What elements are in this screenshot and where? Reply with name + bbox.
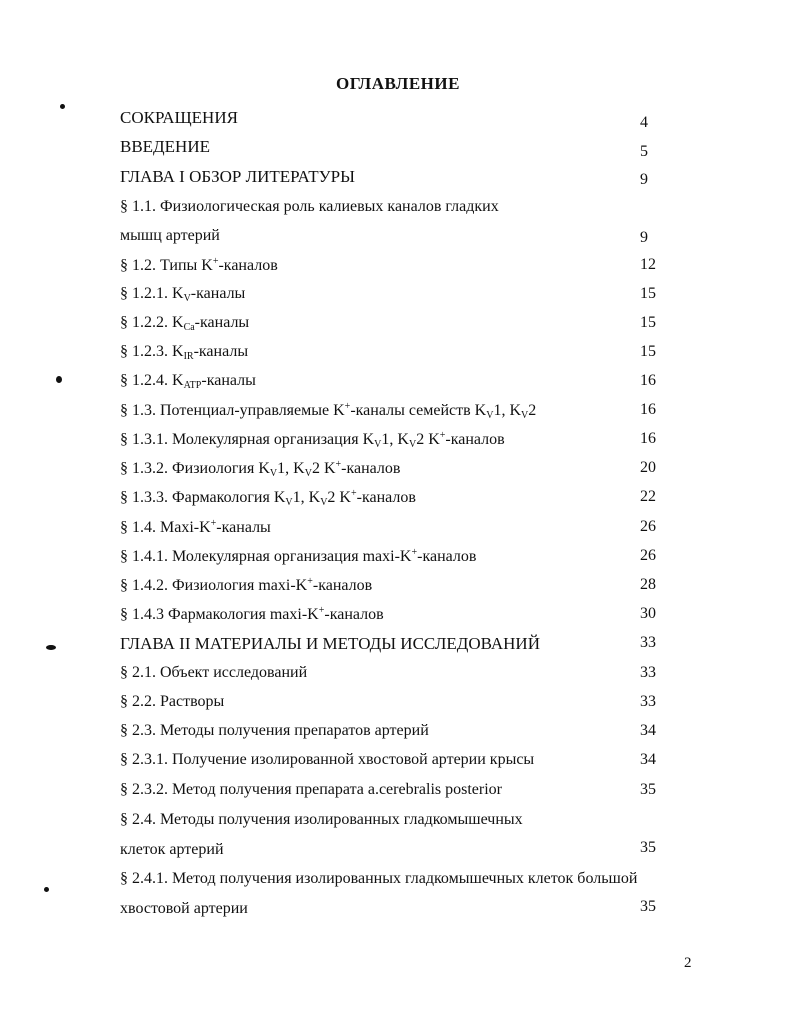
toc-entry[interactable] [120, 664, 665, 688]
toc-entry[interactable] [120, 605, 665, 629]
scan-speck [44, 887, 49, 892]
toc-entry[interactable] [120, 634, 665, 658]
toc-entry-label: § 1.2.3. $K_{IR}$-каналы [120, 343, 249, 362]
toc-entry-label: § 1.3.3. Фармакология $K_V1$, $K_V2$ K+-каналов [120, 488, 416, 508]
toc-entry[interactable] [120, 227, 665, 251]
toc-entry-page: 15 [640, 343, 656, 360]
toc-entry[interactable] [120, 459, 665, 483]
toc-entry-page: 35 [640, 781, 656, 798]
toc-entry-page: 9 [640, 171, 648, 188]
toc-entry-label: СОКРАЩЕНИЯ [120, 108, 238, 127]
toc-entry[interactable] [120, 167, 665, 191]
toc-entry-label-line2: клеток артерий [120, 841, 224, 858]
toc-entry-page: 16 [640, 372, 656, 389]
toc-entry-label: § 1.2.2. $K_{Ca}$-каналы [120, 314, 250, 333]
toc-entry[interactable] [120, 693, 665, 717]
toc-entry-page: 20 [640, 459, 656, 476]
toc-entry[interactable] [120, 343, 665, 367]
toc-entry-label: ВВЕДЕНИЕ [120, 137, 210, 156]
toc-entry[interactable] [120, 285, 665, 309]
toc-entry-label-line2: хвостовой артерии [120, 900, 248, 917]
toc-entry-label: § 1.3.1. Молекулярная организация $K_V1$, $K_V2$ K+-каналов [120, 430, 505, 450]
toc-entry-page: 33 [640, 664, 656, 681]
toc-entry-label: § 2.1. Объект исследований [120, 664, 308, 681]
toc-entry-page: 33 [640, 693, 656, 710]
toc-entry[interactable] [120, 722, 665, 746]
toc-entry-page: 12 [640, 256, 656, 273]
toc-entry[interactable] [120, 547, 665, 571]
toc-entry[interactable] [120, 401, 665, 425]
toc-entry[interactable] [120, 576, 665, 600]
toc-entry[interactable] [120, 841, 665, 865]
toc-entry-label: § 1.4. Maxi-K+-каналы [120, 518, 271, 536]
toc-entry-label: § 2.3. Методы получения препаратов артерий [120, 722, 429, 739]
toc-entry-label: § 2.3.1. Получение изолированной хвостовой артерии крысы [120, 751, 535, 768]
toc-entry-page: 5 [640, 143, 648, 160]
toc-entry-label: ГЛАВА II МАТЕРИАЛЫ И МЕТОДЫ ИССЛЕДОВАНИЙ [120, 634, 540, 653]
toc-entry-label: § 1.2. Типы K+-каналов [120, 256, 278, 274]
toc-entry-page: 16 [640, 430, 656, 447]
toc-entry-label: § 1.2.1. $K_V$-каналы [120, 285, 246, 304]
toc-entry[interactable] [120, 781, 665, 805]
toc-entry[interactable] [120, 751, 665, 775]
scan-speck [60, 104, 65, 109]
toc-entry-page: 34 [640, 722, 656, 739]
toc-entry-label: § 2.2. Растворы [120, 693, 225, 710]
toc-entry[interactable] [120, 518, 665, 542]
toc-entry[interactable] [120, 488, 665, 512]
toc-entry-page: 9 [640, 229, 648, 246]
toc-entry-label: § 1.3.2. Физиология $K_V1$, $K_V2$ K+-каналов [120, 459, 401, 479]
page-number: 2 [684, 955, 692, 971]
toc-entry-page: 30 [640, 605, 656, 622]
toc-entry[interactable] [120, 256, 665, 280]
toc-entry-label: § 1.4.2. Физиология maxi-K+-каналов [120, 576, 373, 594]
toc-entry[interactable] [120, 108, 665, 132]
toc-entry-page: 35 [640, 839, 656, 856]
toc-entry-page: 26 [640, 518, 656, 535]
toc-entry-page: 28 [640, 576, 656, 593]
toc-entry[interactable] [120, 372, 665, 396]
toc-entry[interactable] [120, 314, 665, 338]
toc-entry-label: § 1.3. Потенциал-управляемые K+-каналы семейств $K_V1$, $K_V2$ [120, 401, 537, 421]
toc-entry-page: 35 [640, 898, 656, 915]
toc-entry[interactable] [120, 137, 665, 161]
page-title: ОГЛАВЛЕНИЕ [336, 74, 460, 93]
toc-entry-label: ГЛАВА I ОБЗОР ЛИТЕРАТУРЫ [120, 167, 355, 186]
toc-entry-page: 4 [640, 114, 648, 131]
toc-entry-page: 16 [640, 401, 656, 418]
toc-entry-label: § 1.4.3 Фармакология maxi-K+-каналов [120, 605, 384, 623]
toc-entry-label-line1: § 2.4.1. Метод получения изолированных гладкомышечных клеток большой [120, 870, 638, 887]
toc-entry-label-line1: § 1.1. Физиологическая роль калиевых каналов гладких [120, 198, 499, 215]
toc-entry-label: § 2.3.2. Метод получения препарата a.cerebralis posterior [120, 781, 503, 798]
toc-entry-page: 15 [640, 314, 656, 331]
toc-entry-label-line1: § 2.4. Методы получения изолированных гладкомышечных [120, 811, 523, 828]
toc-entry-page: 34 [640, 751, 656, 768]
toc-entry[interactable] [120, 900, 665, 924]
toc-entry-page: 26 [640, 547, 656, 564]
toc-entry-page: 15 [640, 285, 656, 302]
toc-entry[interactable] [120, 430, 665, 454]
toc-entry-page: 33 [640, 634, 656, 651]
toc-entry-label-line2: мышц артерий [120, 227, 220, 244]
toc-entry-label: § 1.2.4. $K_{ATP}$-каналы [120, 372, 256, 391]
scan-speck [56, 376, 62, 383]
scan-speck [46, 645, 56, 650]
toc-entry-label: § 1.4.1. Молекулярная организация maxi-K+-каналов [120, 547, 477, 565]
toc-entry-page: 22 [640, 488, 656, 505]
